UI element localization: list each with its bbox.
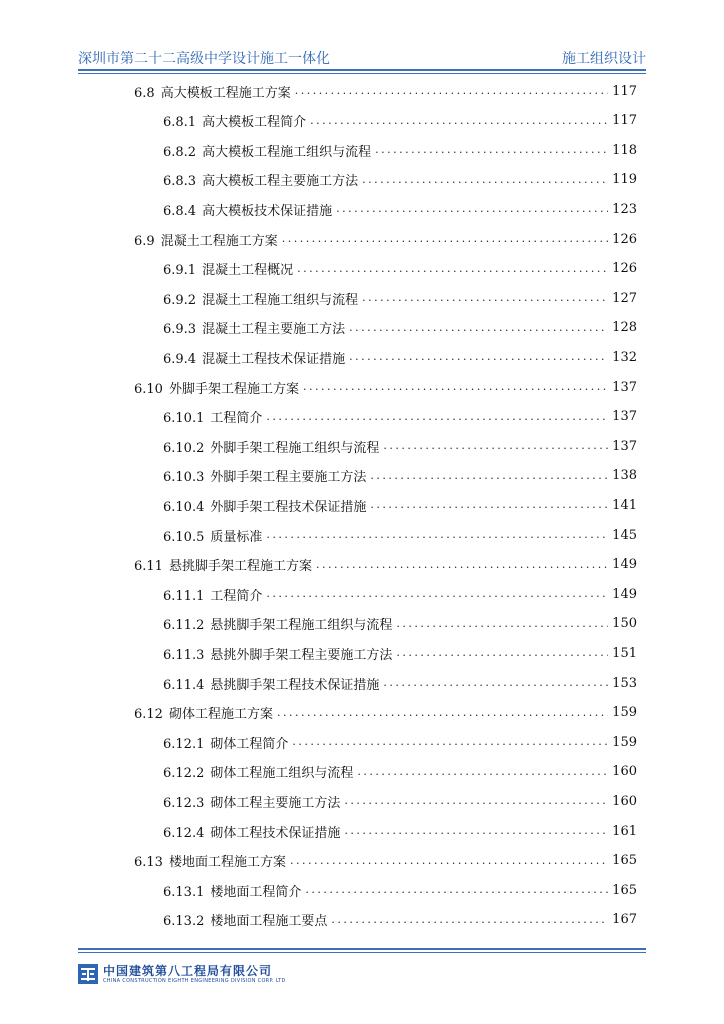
toc-entry-number: 6.8.3	[163, 174, 197, 190]
toc-leader-dots	[282, 232, 608, 246]
toc-page-number: 138	[612, 468, 637, 484]
toc-entry-title	[134, 82, 295, 101]
toc-entry[interactable]	[163, 524, 637, 546]
toc-page-number: 165	[612, 853, 637, 869]
toc-entry-title	[163, 762, 357, 781]
toc-entry-number: 6.8	[134, 85, 155, 101]
toc-entry[interactable]	[134, 228, 637, 250]
toc-leader-dots	[370, 469, 608, 483]
toc-entry-number: 6.13.2	[163, 914, 205, 930]
toc-page-number: 150	[612, 616, 637, 632]
toc-page-number: 159	[612, 705, 637, 721]
toc-entry-number: 6.11	[134, 559, 163, 575]
toc-entry[interactable]	[134, 554, 637, 576]
toc-entry-number: 6.9.3	[163, 322, 197, 338]
toc-entry-label: 楼地面工程施工要点	[210, 914, 328, 930]
toc-entry-number: 6.11.3	[163, 647, 205, 663]
toc-page-number: 159	[612, 734, 637, 750]
toc-entry-title	[163, 881, 305, 900]
toc-entry-number: 6.8.1	[163, 115, 197, 131]
toc-entry-title	[163, 733, 292, 752]
toc-leader-dots	[292, 735, 608, 749]
toc-entry-number: 6.10.3	[163, 470, 205, 486]
toc-leader-dots	[396, 617, 608, 631]
toc-entry-number: 6.9.1	[163, 263, 197, 279]
toc-entry-title	[163, 585, 266, 604]
toc-entry-number: 6.12.3	[163, 795, 205, 811]
toc-entry[interactable]	[163, 198, 637, 220]
toc-page-number: 137	[612, 409, 637, 425]
toc-entry[interactable]	[163, 494, 637, 516]
toc-entry[interactable]	[163, 317, 637, 339]
toc-entry-number: 6.9	[134, 233, 155, 249]
toc-leader-dots	[383, 676, 608, 690]
toc-leader-dots	[349, 350, 608, 364]
toc-leader-dots	[370, 498, 608, 512]
toc-entry-title	[163, 910, 331, 929]
toc-entry-number: 6.12.1	[163, 736, 205, 752]
toc-entry-label: 高大模板技术保证措施	[202, 203, 333, 219]
toc-entry-label: 楼地面工程简介	[210, 884, 302, 900]
toc-leader-dots	[383, 439, 608, 453]
toc-entry-label: 外脚手架工程技术保证措施	[210, 499, 367, 515]
toc-entry-number: 6.12.4	[163, 825, 205, 841]
toc-entry[interactable]	[163, 909, 637, 931]
toc-page-number: 123	[612, 201, 637, 217]
toc-page-number: 149	[612, 586, 637, 602]
toc-leader-dots	[362, 291, 608, 305]
toc-leader-dots	[357, 765, 608, 779]
header-rule-thin	[78, 73, 646, 74]
toc-entry-number: 6.10.2	[163, 440, 205, 456]
toc-leader-dots	[290, 854, 608, 868]
toc-entry[interactable]	[163, 672, 637, 694]
toc-entry-number: 6.11.1	[163, 588, 205, 604]
toc-entry[interactable]	[163, 820, 637, 842]
toc-page-number: 141	[612, 497, 637, 513]
toc-entry-title	[163, 822, 344, 841]
toc-entry[interactable]	[134, 702, 637, 724]
toc-entry-title	[163, 200, 336, 219]
toc-entry[interactable]	[163, 110, 637, 132]
toc-page-number: 127	[612, 290, 637, 306]
toc-entry-label: 楼地面工程施工方案	[168, 855, 286, 871]
toc-entry[interactable]	[163, 731, 637, 753]
toc-entry-title	[163, 348, 349, 367]
toc-entry-number: 6.10.1	[163, 411, 205, 427]
toc-entry[interactable]	[163, 346, 637, 368]
toc-entry-label: 外脚手架工程主要施工方法	[210, 470, 367, 486]
toc-page-number: 151	[612, 645, 637, 661]
toc-leader-dots	[331, 913, 608, 927]
toc-leader-dots	[316, 558, 608, 572]
toc-entry[interactable]	[163, 583, 637, 605]
toc-entry-label: 砌体工程施工组织与流程	[210, 766, 354, 782]
toc-leader-dots	[362, 173, 608, 187]
toc-leader-dots	[297, 262, 608, 276]
toc-page-number: 132	[612, 349, 637, 365]
toc-entry-label: 外脚手架工程施工方案	[168, 381, 299, 397]
toc-entry-title	[163, 644, 396, 663]
toc-entry-title	[163, 141, 375, 160]
toc-entry-title	[163, 614, 396, 633]
toc-entry[interactable]	[163, 613, 637, 635]
toc-entry-number: 6.9.4	[163, 351, 197, 367]
company-logo-icon	[78, 964, 98, 984]
toc-entry-title	[163, 318, 349, 337]
toc-leader-dots	[375, 143, 608, 157]
toc-entry-number: 6.10.5	[163, 529, 205, 545]
toc-entry[interactable]	[163, 761, 637, 783]
toc-page-number: 161	[612, 823, 637, 839]
toc-entry-title	[134, 555, 316, 574]
toc-page-number: 160	[612, 793, 637, 809]
toc-page-number: 167	[612, 912, 637, 928]
toc-entry-label: 高大模板工程简介	[202, 115, 307, 131]
toc-entry-number: 6.10.4	[163, 499, 205, 515]
toc-entry-label: 砌体工程简介	[210, 736, 289, 752]
footer-company-name-cn: 中国建筑第八工程局有限公司	[103, 964, 273, 978]
toc-entry[interactable]	[134, 376, 637, 398]
toc-entry-label: 外脚手架工程施工组织与流程	[210, 440, 380, 456]
toc-page-number: 149	[612, 557, 637, 573]
header-rule-thick	[78, 69, 646, 71]
toc-leader-dots	[396, 646, 608, 660]
toc-page-number: 126	[612, 231, 637, 247]
toc-entry-number: 6.8.2	[163, 144, 197, 160]
toc-entry-title	[163, 170, 362, 189]
toc-entry-title	[163, 437, 383, 456]
toc-entry-number: 6.11.2	[163, 618, 205, 634]
toc-page-number: 160	[612, 764, 637, 780]
toc-entry-label: 高大模板工程施工方案	[160, 85, 291, 101]
toc-entry-label: 砌体工程技术保证措施	[210, 825, 341, 841]
toc-leader-dots	[266, 528, 608, 542]
toc-entry-label: 砌体工程施工方案	[168, 707, 273, 723]
toc-entry-label: 砌体工程主要施工方法	[210, 795, 341, 811]
toc-entry-label: 悬挑脚手架工程施工方案	[168, 559, 312, 575]
toc-leader-dots	[295, 84, 608, 98]
page-header	[78, 48, 646, 68]
footer-rule-thin	[78, 952, 646, 953]
toc-page-number: 165	[612, 882, 637, 898]
toc-entry-label: 工程简介	[210, 588, 263, 604]
toc-leader-dots	[266, 410, 608, 424]
toc-entry[interactable]	[163, 406, 637, 428]
toc-entry[interactable]	[163, 169, 637, 191]
header-doc-title: 施工组织设计	[562, 51, 646, 67]
toc-entry-title	[134, 703, 277, 722]
toc-entry-label: 高大模板工程施工组织与流程	[202, 144, 372, 160]
toc-page-number: 145	[612, 527, 637, 543]
toc-entry-label: 悬挑外脚手架工程主要施工方法	[210, 647, 393, 663]
toc-entry-number: 6.13.1	[163, 884, 205, 900]
toc-entry-label: 混凝土工程主要施工方法	[202, 322, 346, 338]
toc-entry-title	[163, 407, 266, 426]
toc-entry[interactable]	[163, 258, 637, 280]
toc-entry-title	[163, 289, 362, 308]
footer-rule-thick	[78, 948, 646, 950]
toc-page-number: 137	[612, 438, 637, 454]
toc-entry-title	[163, 259, 297, 278]
toc-leader-dots	[310, 114, 608, 128]
toc-entry[interactable]	[163, 879, 637, 901]
toc-leader-dots	[344, 794, 608, 808]
toc-entry[interactable]	[163, 642, 637, 664]
toc-page-number: 117	[612, 113, 637, 129]
toc-leader-dots	[336, 202, 608, 216]
toc-entry[interactable]	[163, 139, 637, 161]
toc-page-number: 126	[612, 261, 637, 277]
toc-leader-dots	[303, 380, 608, 394]
toc-entry-number: 6.11.4	[163, 677, 205, 693]
toc-entry-number: 6.13	[134, 855, 163, 871]
toc-entry-label: 高大模板工程主要施工方法	[202, 174, 359, 190]
toc-page-number: 128	[612, 320, 637, 336]
toc-entry-label: 悬挑脚手架工程施工组织与流程	[210, 618, 393, 634]
toc-entry-title	[163, 466, 370, 485]
toc-entry-label: 混凝土工程施工组织与流程	[202, 292, 359, 308]
toc-page-number: 119	[612, 172, 637, 188]
toc-entry-label: 混凝土工程施工方案	[160, 233, 278, 249]
toc-entry[interactable]	[134, 850, 637, 872]
toc-page-number: 153	[612, 675, 637, 691]
toc-entry-title	[163, 792, 344, 811]
header-project-title: 深圳市第二十二高级中学设计施工一体化	[78, 51, 330, 67]
toc-entry-number: 6.9.2	[163, 292, 197, 308]
toc-entry-label: 混凝土工程技术保证措施	[202, 351, 346, 367]
toc-entry[interactable]	[163, 790, 637, 812]
toc-entry[interactable]	[163, 435, 637, 457]
toc-entry-label: 混凝土工程概况	[202, 263, 294, 279]
toc-leader-dots	[344, 824, 608, 838]
toc-entry[interactable]	[163, 465, 637, 487]
toc-entry-label: 质量标准	[210, 529, 263, 545]
toc-entry-number: 6.12	[134, 707, 163, 723]
toc-entry[interactable]	[163, 287, 637, 309]
toc-entry-number: 6.10	[134, 381, 163, 397]
toc-entry-title	[134, 851, 290, 870]
toc-entry-number: 6.12.2	[163, 766, 205, 782]
toc-entry-label: 工程简介	[210, 411, 263, 427]
toc-leader-dots	[349, 321, 608, 335]
toc-page-number: 118	[612, 142, 637, 158]
footer-company-name-en: CHINA CONSTRUCTION EIGHTH ENGINEERING DIVISION CORP. LTD	[103, 978, 286, 984]
toc-leader-dots	[305, 883, 608, 897]
toc-entry-title	[163, 526, 266, 545]
toc-page-number: 137	[612, 379, 637, 395]
toc-entry-title	[134, 378, 303, 397]
toc-entry-title	[163, 111, 310, 130]
toc-leader-dots	[277, 706, 608, 720]
toc-entry-label: 悬挑脚手架工程技术保证措施	[210, 677, 380, 693]
toc-entry-title	[163, 496, 370, 515]
toc-entry-number: 6.8.4	[163, 203, 197, 219]
toc-entry-title	[163, 674, 383, 693]
toc-leader-dots	[266, 587, 608, 601]
toc-entry-title	[134, 230, 282, 249]
toc-entry[interactable]	[134, 80, 637, 102]
toc-page-number: 117	[612, 83, 637, 99]
